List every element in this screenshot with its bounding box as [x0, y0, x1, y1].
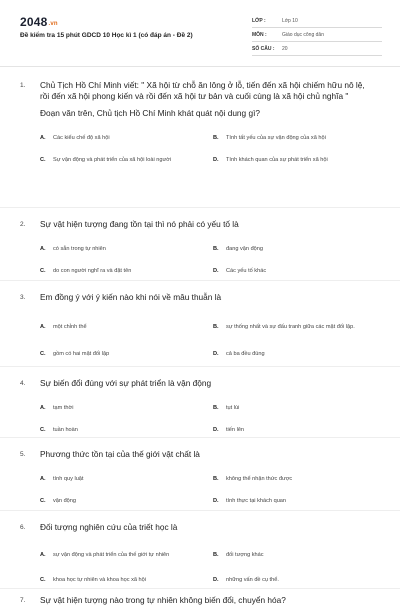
answer-options: [40, 127, 376, 171]
question-text: Đối tượng nghiên cứu của triết học là: [40, 522, 178, 532]
option-text: tính quy luật: [53, 476, 84, 482]
option-letter: D.: [213, 498, 219, 504]
answer-option-b[interactable]: [213, 397, 386, 419]
option-letter: D.: [213, 268, 219, 274]
answer-option-a[interactable]: [40, 541, 213, 569]
option-letter: D.: [213, 427, 219, 433]
question-2: [0, 208, 400, 281]
answer-options: [40, 311, 376, 365]
answer-options: [40, 397, 376, 441]
option-text: do con người nghĩ ra và đặt tên: [53, 268, 132, 274]
option-text: Sự vận động và phát triển của xã hội loài người: [53, 157, 172, 163]
option-letter: A.: [40, 552, 46, 558]
option-letter: A.: [40, 246, 46, 252]
question-5: [0, 438, 400, 511]
option-letter: A.: [40, 476, 46, 482]
option-text: những vấn đề cụ thể.: [226, 577, 279, 583]
meta-value: Giáo dục công dân: [282, 31, 324, 38]
option-letter: B.: [213, 405, 219, 411]
exam-meta: [252, 14, 382, 56]
question-3: [0, 281, 400, 367]
option-letter: C.: [40, 498, 46, 504]
answer-option-b[interactable]: [213, 127, 386, 149]
logo-number: 2048: [20, 15, 48, 29]
question-number: 2.: [20, 221, 26, 228]
option-letter: A.: [40, 405, 46, 411]
answer-option-c[interactable]: [40, 260, 213, 282]
option-text: đối tượng khác: [226, 552, 264, 558]
question-number: 5.: [20, 451, 26, 458]
question-text: Sự vật hiện tượng nào trong tự nhiên không biến đổi, chuyển hóa?: [40, 595, 286, 605]
option-letter: B.: [213, 135, 219, 141]
option-text: Tính tất yếu của sự vận động của xã hội: [226, 135, 326, 141]
option-letter: C.: [40, 427, 46, 433]
answer-option-d[interactable]: [213, 260, 386, 282]
question-text: Em đồng ý với ý kiến nào khi nói về mâu thuẫn là: [40, 292, 222, 302]
question-subtext: Đoạn văn trên, Chủ tịch Hồ Chí Minh khát quát nội dung gì?: [40, 108, 261, 118]
answer-option-a[interactable]: [40, 397, 213, 419]
answer-option-a[interactable]: [40, 127, 213, 149]
answer-option-d[interactable]: [213, 569, 386, 591]
question-text: Sự vật hiện tượng đang tồn tại thì nó phải có yếu tố là: [40, 219, 239, 229]
option-text: cả ba đều đúng: [226, 351, 265, 357]
answer-option-b[interactable]: [213, 541, 386, 569]
answer-option-c[interactable]: [40, 149, 213, 171]
option-letter: B.: [213, 246, 219, 252]
option-letter: D.: [213, 157, 219, 163]
meta-value: Lớp 10: [282, 17, 298, 24]
option-letter: C.: [40, 577, 46, 583]
option-text: tạm thời: [53, 405, 74, 411]
option-text: sự thống nhất và sự đấu tranh giữa các mặt đối lập.: [226, 324, 355, 330]
question-1: [0, 76, 400, 208]
answer-option-d[interactable]: [213, 149, 386, 171]
option-letter: B.: [213, 324, 219, 330]
meta-row-count: [252, 42, 382, 56]
answer-option-a[interactable]: [40, 238, 213, 260]
option-text: sự vận động và phát triển của thế giới tự nhiên: [53, 552, 170, 558]
question-number: 3.: [20, 294, 26, 301]
question-6: [0, 511, 400, 589]
option-text: vận động: [53, 498, 77, 504]
answer-option-b[interactable]: [213, 238, 386, 260]
answer-option-b[interactable]: [213, 311, 386, 343]
option-letter: A.: [40, 324, 46, 330]
header-divider: [0, 66, 400, 67]
meta-label: LỚP :: [252, 17, 266, 24]
option-text: không thể nhận thức được: [226, 476, 293, 482]
site-logo[interactable]: [20, 15, 58, 29]
answer-options: [40, 468, 376, 512]
option-letter: D.: [213, 351, 219, 357]
question-7: [0, 589, 400, 609]
meta-value: 20: [282, 45, 288, 52]
option-text: Tính khách quan của sự phát triển xã hội: [226, 157, 328, 163]
meta-label: MÔN :: [252, 31, 267, 38]
option-text: gồm có hai mặt đối lập: [53, 351, 110, 357]
meta-row-subject: [252, 28, 382, 42]
question-text: Phương thức tồn tại của thế giới vật chất là: [40, 449, 200, 459]
answer-option-d[interactable]: [213, 343, 386, 365]
answer-options: [40, 238, 376, 282]
option-text: khoa học tự nhiên và khoa học xã hội: [53, 577, 146, 583]
document-title: Đề kiểm tra 15 phút GDCD 10 Học kì 1 (có đáp án - Đề 2): [20, 32, 193, 39]
question-number: 1.: [20, 82, 26, 89]
answer-option-c[interactable]: [40, 569, 213, 591]
question-number: 7.: [20, 597, 26, 604]
option-text: tính thực tại khách quan: [226, 498, 287, 504]
question-number: 4.: [20, 380, 26, 387]
option-text: tụt lùi: [226, 405, 240, 411]
option-letter: D.: [213, 577, 219, 583]
option-letter: B.: [213, 552, 219, 558]
option-text: tiến lên: [226, 427, 245, 433]
option-letter: C.: [40, 157, 46, 163]
question-text: Chủ Tịch Hồ Chí Minh viết: " Xã hội từ chỗ ăn lông ở lỗ, tiến đến xã hội chiếm hữu nô lệ, rồi đến xã hội phong kiến và rồi đến xã hội tư bản và cuối cùng là xã hội chủ nghĩa ": [40, 80, 365, 101]
question-list: [0, 76, 400, 609]
option-text: có sẵn trong tự nhiên: [53, 246, 106, 252]
option-letter: A.: [40, 135, 46, 141]
page-header: [0, 0, 400, 62]
logo-domain: .vn: [48, 21, 58, 27]
option-text: Các yếu tố khác: [226, 268, 267, 274]
question-number: 6.: [20, 524, 26, 531]
option-text: đang vận động: [226, 246, 264, 252]
answer-option-b[interactable]: [213, 468, 386, 490]
answer-option-a[interactable]: [40, 311, 213, 343]
meta-row-class: [252, 14, 382, 28]
question-text: Sự biến đổi đúng với sự phát triển là vận động: [40, 378, 212, 388]
option-text: một chỉnh thể: [53, 324, 87, 330]
answer-option-c[interactable]: [40, 343, 213, 365]
option-letter: B.: [213, 476, 219, 482]
option-letter: C.: [40, 351, 46, 357]
question-4: [0, 367, 400, 438]
option-text: tuần hoàn: [53, 427, 78, 433]
answer-option-d[interactable]: [213, 490, 386, 512]
answer-options: [40, 541, 376, 591]
meta-label: SỐ CÂU :: [252, 45, 275, 52]
answer-option-c[interactable]: [40, 490, 213, 512]
option-text: Các kiểu chế độ xã hội: [53, 135, 110, 141]
answer-option-a[interactable]: [40, 468, 213, 490]
option-letter: C.: [40, 268, 46, 274]
